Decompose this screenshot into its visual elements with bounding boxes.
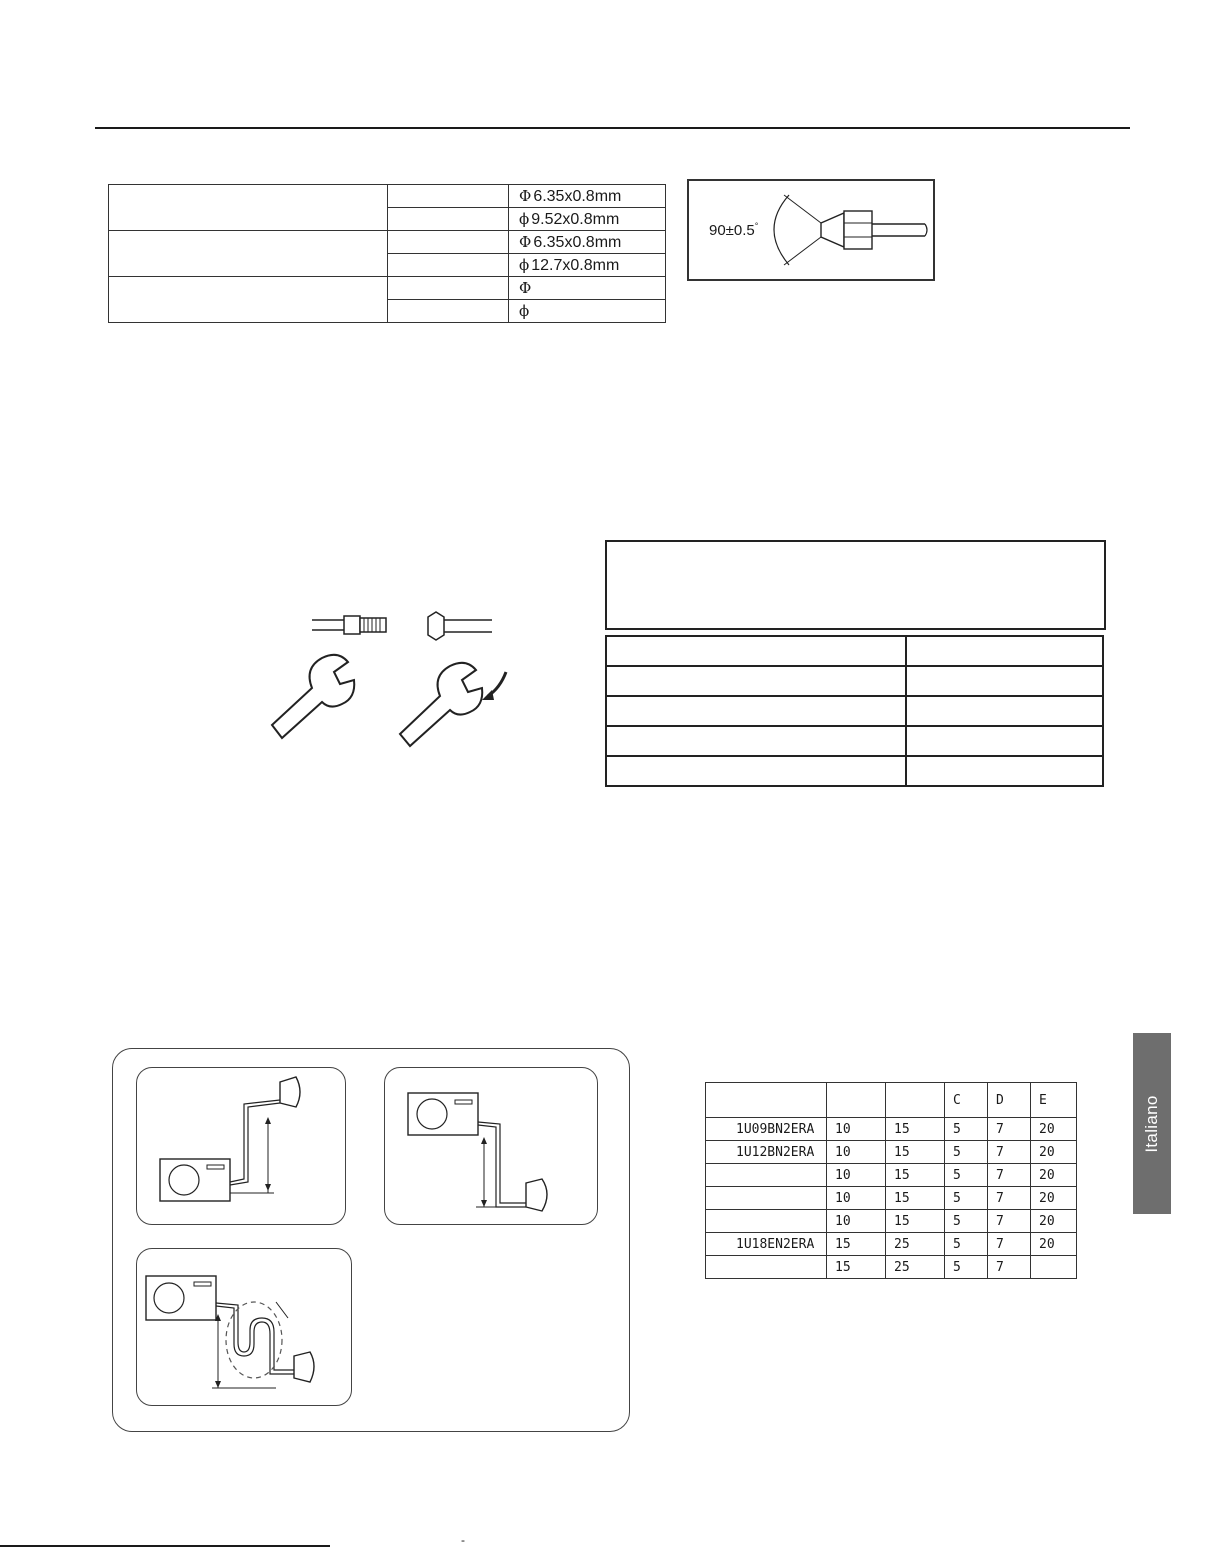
footer-rule: [0, 1545, 330, 1547]
flare-nut-drawing: [689, 181, 933, 279]
table-row: [606, 756, 1103, 786]
header-cell: [827, 1083, 886, 1118]
model-cell: [706, 1210, 827, 1233]
model-cell: [706, 1256, 827, 1279]
table-row: [606, 636, 1103, 666]
value-cell: 15: [886, 1210, 945, 1233]
flare-angle-label: 90±0.5°: [709, 221, 759, 239]
table-row: [606, 726, 1103, 756]
value-cell: 5: [945, 1210, 988, 1233]
value-cell: 10: [827, 1164, 886, 1187]
wrench-tightening-diagram: [260, 600, 510, 770]
model-cell: 1U18EN2ERA: [706, 1233, 827, 1256]
table-row: [606, 696, 1103, 726]
pipe-side-cell: [388, 277, 509, 300]
table-row: [706, 1187, 1077, 1210]
header-rule: [95, 127, 1130, 129]
layout-diagram-3: [136, 1248, 352, 1408]
table-row: [606, 666, 1103, 696]
value-cell: 7: [988, 1141, 1031, 1164]
flare-angle-diagram: [687, 179, 935, 281]
header-cell: [886, 1083, 945, 1118]
value-cell: 10: [827, 1210, 886, 1233]
value-cell: 5: [945, 1164, 988, 1187]
table-row: [109, 231, 666, 254]
pipe-side-cell: [388, 300, 509, 323]
value-cell: 25: [886, 1233, 945, 1256]
value-cell: 20: [1031, 1141, 1077, 1164]
value-cell: 5: [945, 1141, 988, 1164]
table-row: [706, 1233, 1077, 1256]
table-row: [706, 1164, 1077, 1187]
value-cell: 15: [827, 1233, 886, 1256]
value-cell: 5: [945, 1187, 988, 1210]
value-cell: 7: [988, 1210, 1031, 1233]
pipe-dimension-cell: ϕ 9.52x0.8mm: [509, 208, 666, 231]
torque-note-box: [605, 540, 1106, 630]
pipe-model-cell: [109, 185, 388, 231]
value-cell: 7: [988, 1118, 1031, 1141]
table-row: [706, 1256, 1077, 1279]
model-cell: [706, 1187, 827, 1210]
pipe-side-cell: [388, 254, 509, 277]
language-tab: [1133, 1033, 1171, 1214]
table-row: [706, 1141, 1077, 1164]
value-cell: 15: [886, 1141, 945, 1164]
pipe-dimension-cell: ϕ 12.7x0.8mm: [509, 254, 666, 277]
value-cell: 10: [827, 1187, 886, 1210]
pipe-side-cell: [388, 231, 509, 254]
torque-table: [605, 635, 1104, 787]
table-header-row: [706, 1083, 1077, 1118]
value-cell: 15: [886, 1164, 945, 1187]
value-cell: 5: [945, 1118, 988, 1141]
value-cell: 10: [827, 1118, 886, 1141]
value-cell: 15: [886, 1118, 945, 1141]
value-cell: 7: [988, 1233, 1031, 1256]
value-cell: 20: [1031, 1210, 1077, 1233]
value-cell: 20: [1031, 1164, 1077, 1187]
header-cell: C: [945, 1083, 988, 1118]
value-cell: 15: [886, 1187, 945, 1210]
pipe-side-cell: [388, 185, 509, 208]
table-row: [706, 1118, 1077, 1141]
value-cell: 7: [988, 1187, 1031, 1210]
value-cell: 20: [1031, 1233, 1077, 1256]
pipe-dimension-cell: ϕ: [509, 300, 666, 323]
pipe-model-cell: [109, 231, 388, 277]
pipe-length-table: [705, 1082, 1077, 1279]
header-cell: E: [1031, 1083, 1077, 1118]
value-cell: 20: [1031, 1187, 1077, 1210]
model-cell: 1U12BN2ERA: [706, 1141, 827, 1164]
value-cell: 20: [1031, 1118, 1077, 1141]
language-tab-label: Italiano: [1142, 1094, 1161, 1153]
table-row: [706, 1210, 1077, 1233]
pipe-size-table: [108, 184, 666, 323]
value-cell: 25: [886, 1256, 945, 1279]
pipe-dimension-cell: Φ 6.35x0.8mm: [509, 185, 666, 208]
value-cell: [1031, 1256, 1077, 1279]
value-cell: 7: [988, 1164, 1031, 1187]
model-cell: [706, 1164, 827, 1187]
value-cell: 5: [945, 1256, 988, 1279]
table-row: [109, 277, 666, 300]
value-cell: 5: [945, 1233, 988, 1256]
pipe-dimension-cell: Φ: [509, 277, 666, 300]
value-cell: 10: [827, 1141, 886, 1164]
footer-page-mark: -: [461, 1533, 465, 1547]
value-cell: 7: [988, 1256, 1031, 1279]
header-cell: [706, 1083, 827, 1118]
pipe-side-cell: [388, 208, 509, 231]
pipe-model-cell: [109, 277, 388, 323]
table-row: [109, 185, 666, 208]
layout-diagram-1: [136, 1067, 346, 1227]
value-cell: 15: [827, 1256, 886, 1279]
header-cell: D: [988, 1083, 1031, 1118]
layout-diagram-2: [384, 1067, 598, 1227]
pipe-dimension-cell: Φ 6.35x0.8mm: [509, 231, 666, 254]
model-cell: 1U09BN2ERA: [706, 1118, 827, 1141]
